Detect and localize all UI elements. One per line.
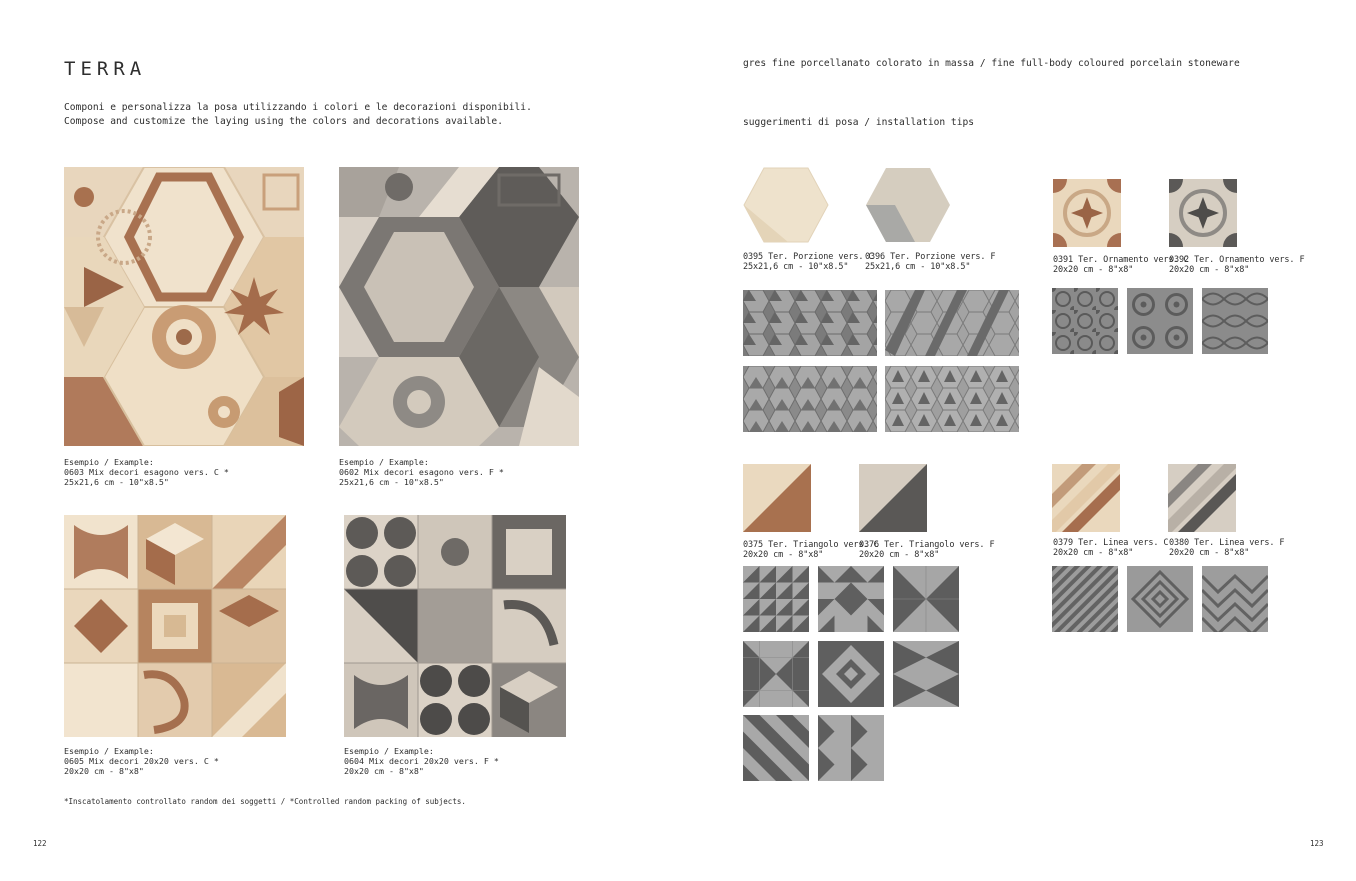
- example-caption-4: [344, 746, 499, 776]
- caption-line: Esempio / Example:: [64, 457, 154, 467]
- product-caption-porzione-c: [743, 252, 873, 272]
- linea-pattern-2: [1127, 566, 1193, 632]
- tile-triangolo-c: [743, 464, 811, 532]
- caption-line: 25x21,6 cm - 10"x8.5": [339, 477, 444, 487]
- linea-pattern-1: [1052, 566, 1118, 632]
- triangolo-pattern-5: [818, 641, 884, 707]
- ornamento-pattern-2: [1127, 288, 1193, 354]
- caption-line: 0380 Ter. Linea vers. F: [1169, 538, 1285, 548]
- hex-pattern-4: [885, 366, 1019, 432]
- linea-pattern-3: [1202, 566, 1268, 632]
- caption-line: 20x20 cm - 8"x8": [1053, 265, 1134, 275]
- tile-linea-f: [1168, 464, 1236, 532]
- intro-italian: Componi e personalizza la posa utilizzando i colori e le decorazioni disponibili.: [64, 102, 532, 113]
- example-caption-3: [64, 746, 219, 776]
- caption-line: 20x20 cm - 8"x8": [743, 550, 824, 560]
- page-number-right: 123: [1310, 839, 1324, 848]
- ornamento-pattern-1: [1052, 288, 1118, 354]
- caption-line: 0602 Mix decori esagono vers. F *: [339, 467, 504, 477]
- caption-line: 20x20 cm - 8"x8": [64, 766, 144, 776]
- triangolo-pattern-1: [743, 566, 809, 632]
- tile-porzione-f: [865, 167, 951, 243]
- triangolo-pattern-8: [818, 715, 884, 781]
- triangolo-pattern-3: [893, 566, 959, 632]
- footnote: *Inscatolamento controllato random dei soggetti / *Controlled random packing of subjects.: [64, 797, 466, 806]
- example-image-hex-grey: [339, 167, 579, 446]
- tile-triangolo-f: [859, 464, 927, 532]
- caption-line: 0395 Ter. Porzione vers. C: [743, 252, 874, 262]
- page-number-left: 122: [33, 839, 47, 848]
- tile-ornamento-c: [1053, 179, 1121, 247]
- intro-text: [64, 101, 532, 129]
- caption-line: 0391 Ter. Ornamento vers. C: [1053, 255, 1189, 265]
- caption-line: Esempio / Example:: [344, 746, 434, 756]
- caption-line: 0604 Mix decori 20x20 vers. F *: [344, 756, 499, 766]
- product-caption-linea-f: [1169, 538, 1284, 558]
- caption-line: 0376 Ter. Triangolo vers. F: [859, 540, 995, 550]
- caption-line: 20x20 cm - 8"x8": [1053, 548, 1134, 558]
- caption-line: 25x21,6 cm - 10"x8.5": [743, 262, 849, 272]
- caption-line: 0605 Mix decori 20x20 vers. C *: [64, 756, 219, 766]
- caption-line: Esempio / Example:: [339, 457, 429, 467]
- example-caption-1: [64, 457, 229, 487]
- caption-line: 0396 Ter. Porzione vers. F: [865, 252, 996, 262]
- product-caption-linea-c: [1053, 538, 1168, 558]
- example-image-square-warm: [64, 515, 286, 737]
- caption-line: 20x20 cm - 8"x8": [859, 550, 940, 560]
- triangolo-pattern-7: [743, 715, 809, 781]
- ornamento-pattern-3: [1202, 288, 1268, 354]
- product-caption-ornamento-f: [1169, 255, 1304, 275]
- example-image-hex-warm: [64, 167, 304, 446]
- hex-pattern-1: [743, 290, 877, 356]
- caption-line: 0379 Ter. Linea vers. C: [1053, 538, 1169, 548]
- example-caption-2: [339, 457, 504, 487]
- product-caption-porzione-f: [865, 252, 995, 272]
- page-title: TERRA: [64, 58, 147, 80]
- tile-linea-c: [1052, 464, 1120, 532]
- product-caption-triangolo-f: [859, 540, 994, 560]
- caption-line: Esempio / Example:: [64, 746, 154, 756]
- triangolo-pattern-2: [818, 566, 884, 632]
- caption-line: 0375 Ter. Triangolo vers. C: [743, 540, 879, 550]
- tile-ornamento-f: [1169, 179, 1237, 247]
- hex-pattern-3: [743, 366, 877, 432]
- hex-pattern-2: [885, 290, 1019, 356]
- triangolo-pattern-6: [893, 641, 959, 707]
- caption-line: 0603 Mix decori esagono vers. C *: [64, 467, 229, 477]
- caption-line: 20x20 cm - 8"x8": [1169, 265, 1250, 275]
- caption-line: 20x20 cm - 8"x8": [344, 766, 424, 776]
- caption-line: 25x21,6 cm - 10"x8.5": [64, 477, 169, 487]
- caption-line: 0392 Ter. Ornamento vers. F: [1169, 255, 1305, 265]
- material-header: gres fine porcellanato colorato in massa / fine full-body coloured porcelain stoneware: [743, 58, 1240, 69]
- installation-tips-heading: suggerimenti di posa / installation tips: [743, 117, 975, 128]
- caption-line: 25x21,6 cm - 10"x8.5": [865, 262, 971, 272]
- caption-line: 20x20 cm - 8"x8": [1169, 548, 1250, 558]
- triangolo-pattern-4: [743, 641, 809, 707]
- intro-english: Compose and customize the laying using the colors and decorations available.: [64, 116, 503, 127]
- example-image-square-grey: [344, 515, 566, 737]
- tile-porzione-c: [743, 167, 829, 243]
